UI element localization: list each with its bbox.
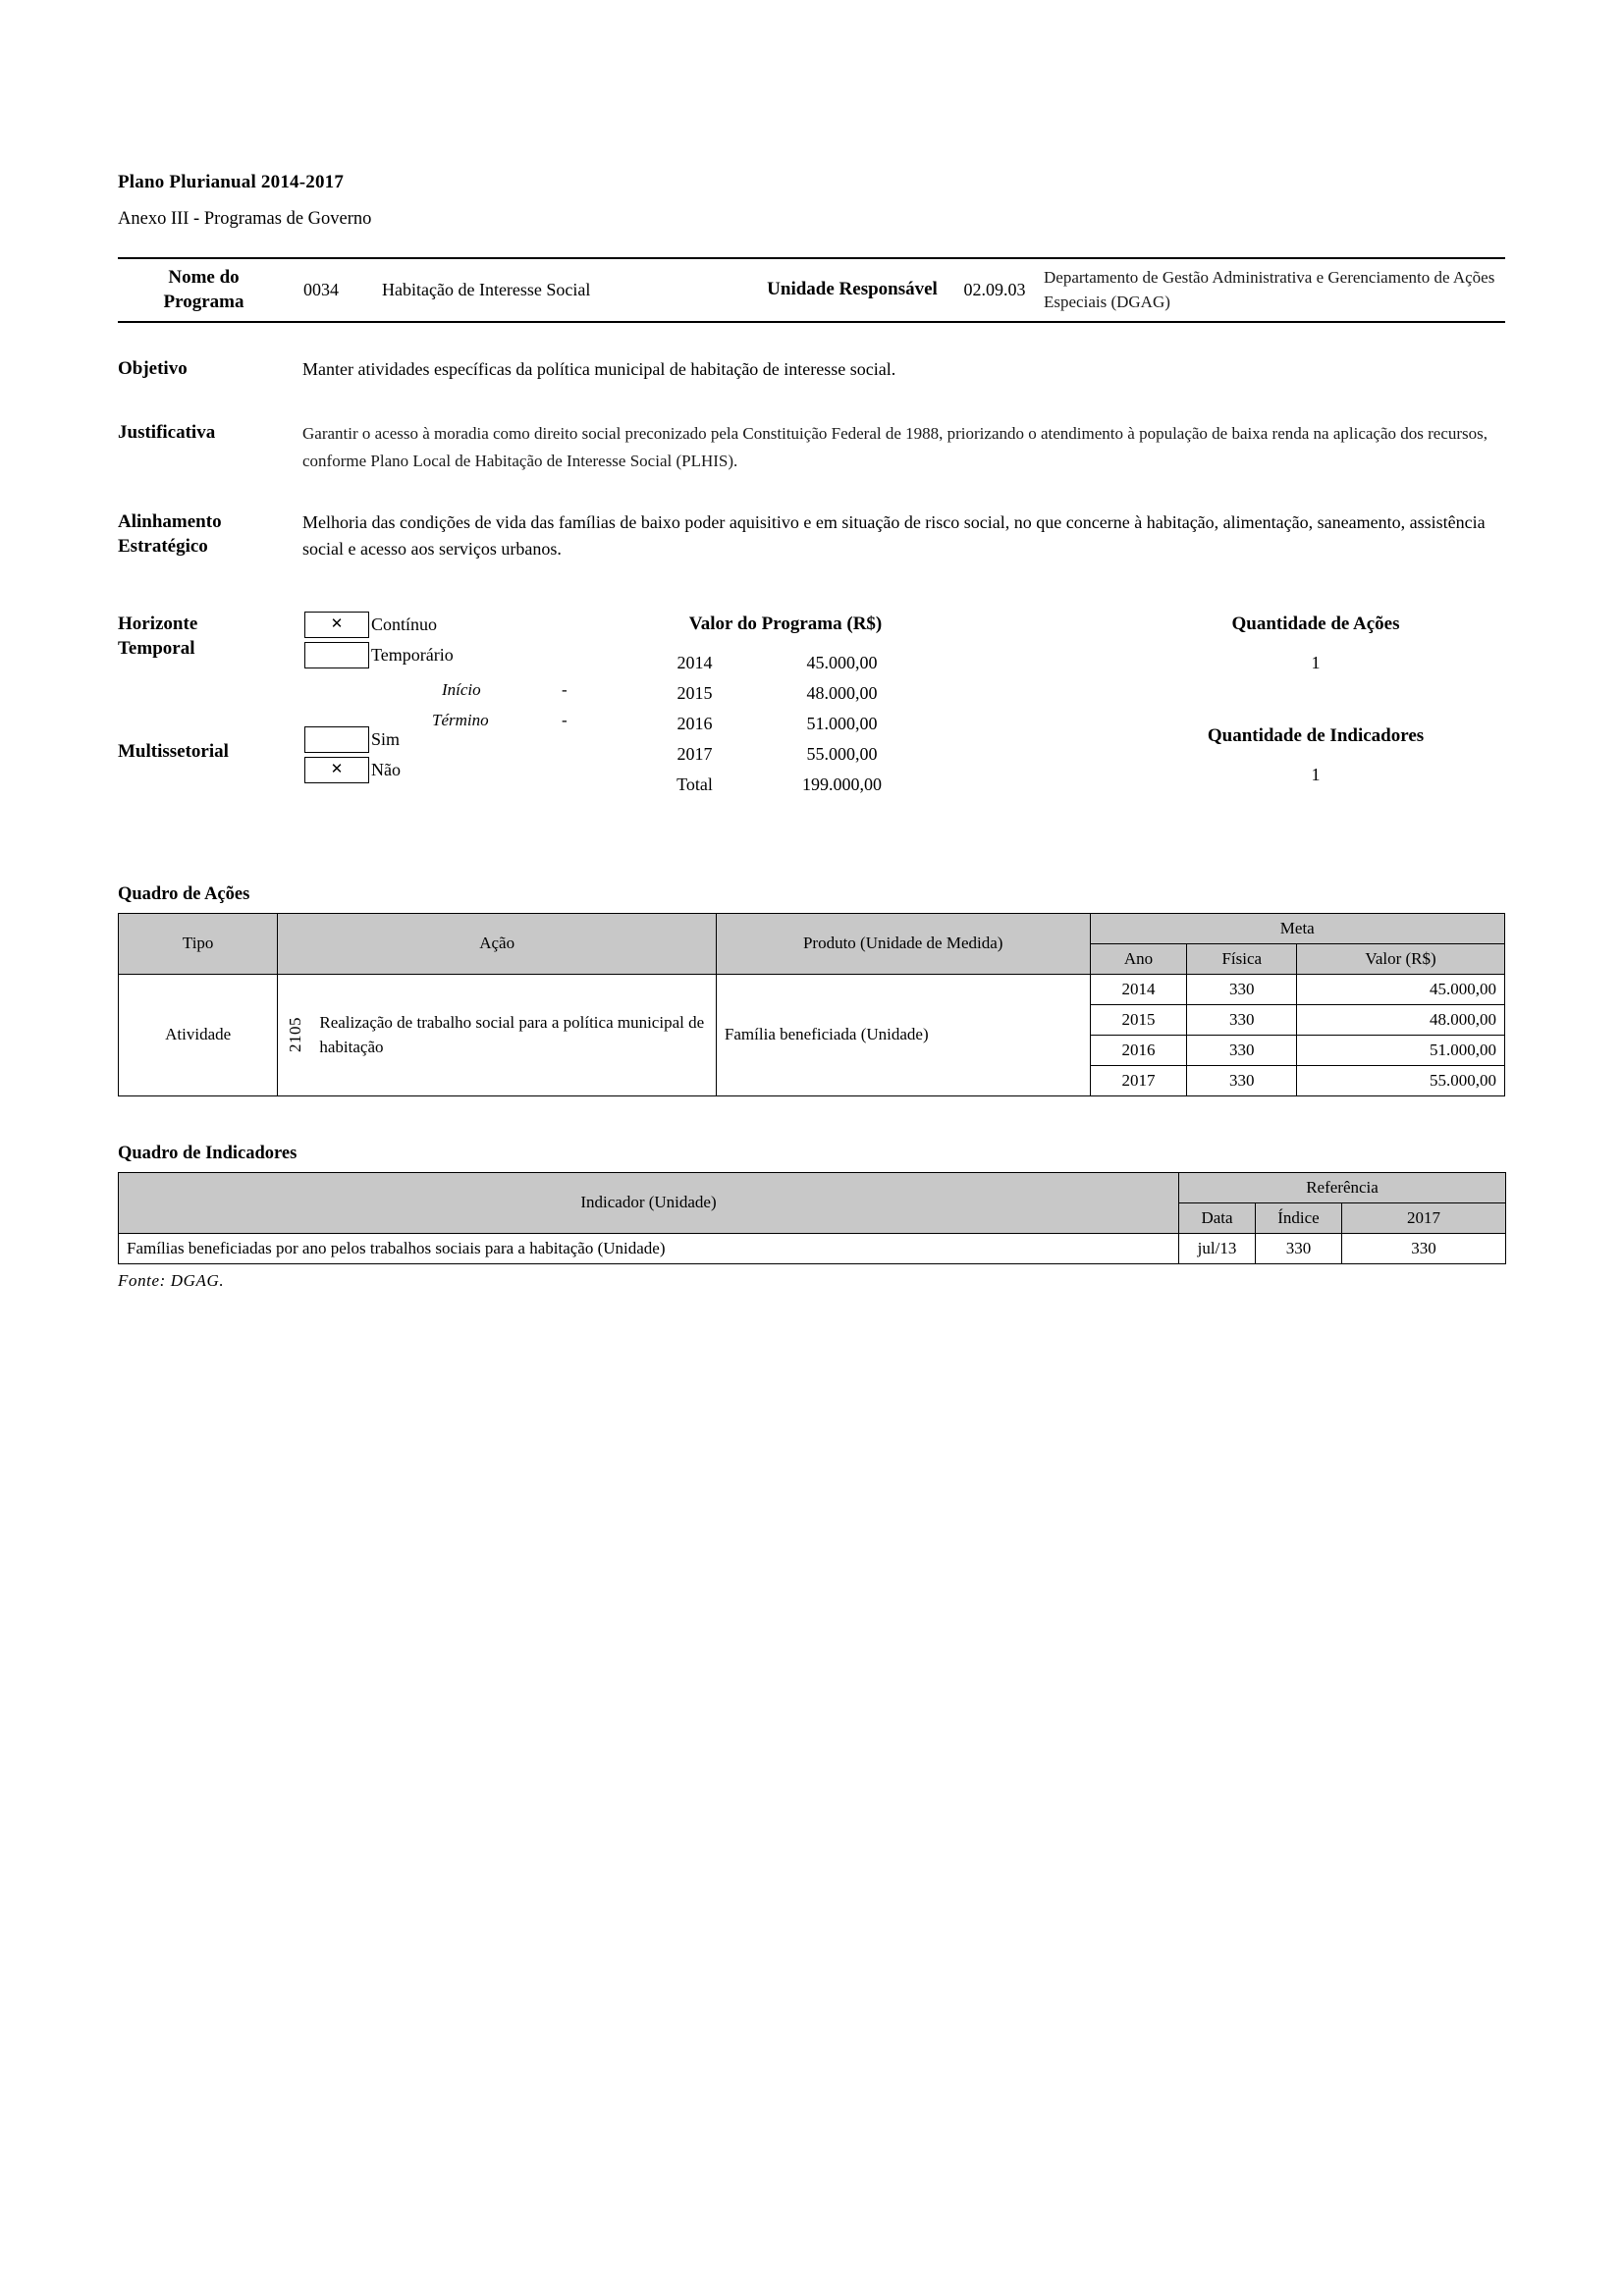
program-header <box>118 257 1505 323</box>
table-header-row <box>119 913 1505 943</box>
cell-meta-valor: 48.000,00 <box>1297 1004 1505 1035</box>
alinhamento-label <box>118 509 302 562</box>
justificativa-text: Garantir o acesso à moradia como direito social preconizado pela Constituição Federal de 1988, priorizando o atendimento à população de baixa renda na aplicação dos recursos, conforme Plano Local de Habitação de Interesse Social (PLHIS). <box>302 424 1488 470</box>
valor-year: 2015 <box>676 682 713 703</box>
header-fisica: Física <box>1187 943 1297 974</box>
acao-code: 2105 <box>286 1017 305 1053</box>
header-indice: Índice <box>1256 1202 1342 1233</box>
label-sim: Sim <box>371 728 401 749</box>
valor-total-amount: 199.000,00 <box>802 774 882 794</box>
header-acao: Ação <box>278 913 717 974</box>
quadro-indicadores-table <box>118 1172 1506 1264</box>
table-row <box>119 1233 1506 1263</box>
cell-tipo: Atividade <box>119 974 278 1095</box>
header-referencia: Referência <box>1179 1172 1506 1202</box>
cell-acao <box>278 974 717 1095</box>
justificativa-label: Justificativa <box>118 422 216 444</box>
unit-name: Departamento de Gestão Administrativa e Gerenciamento de Ações Especiais (DGAG) <box>1044 268 1495 311</box>
header-ano: Ano <box>1090 943 1187 974</box>
program-code: 0034 <box>303 280 339 300</box>
program-summary-block <box>118 612 1505 837</box>
valor-amount: 51.000,00 <box>806 713 878 733</box>
quantidade-indicadores-title: Quantidade de Indicadores <box>1207 724 1425 746</box>
program-name-label-line1: Nome do <box>168 267 240 288</box>
unit-code: 02.09.03 <box>963 280 1026 300</box>
cell-meta-ano: 2014 <box>1090 974 1187 1004</box>
horizonte-label-line1: Horizonte <box>118 613 198 634</box>
cell-ano-valor: 330 <box>1342 1233 1506 1263</box>
valor-year: 2017 <box>676 743 713 764</box>
cell-meta-ano: 2015 <box>1090 1004 1187 1035</box>
table-row <box>119 974 1505 1004</box>
valores-title: Valor do Programa (R$) <box>688 613 883 634</box>
header-produto: Produto (Unidade de Medida) <box>716 913 1090 974</box>
objetivo-label: Objetivo <box>118 358 188 380</box>
cell-meta-fisica: 330 <box>1187 974 1297 1004</box>
header-tipo: Tipo <box>119 913 278 974</box>
horizonte-label <box>118 612 304 662</box>
header-meta: Meta <box>1090 913 1505 943</box>
program-name-label-line2: Programa <box>163 291 244 312</box>
value-termino: - <box>562 710 568 729</box>
quantidade-acoes-title: Quantidade de Ações <box>1231 613 1400 634</box>
multissetorial-label: Multissetorial <box>118 740 229 762</box>
valor-amount: 48.000,00 <box>806 682 878 703</box>
cell-meta-valor: 45.000,00 <box>1297 974 1505 1004</box>
alinhamento-label-line1: Alinhamento <box>118 510 222 532</box>
field-alinhamento <box>118 509 1505 562</box>
program-name: Habitação de Interesse Social <box>382 280 591 300</box>
valor-total-label: Total <box>676 774 713 794</box>
quadro-acoes-table <box>118 913 1505 1096</box>
field-justificativa <box>118 420 1505 473</box>
cell-meta-valor: 51.000,00 <box>1297 1035 1505 1065</box>
label-inicio: Início <box>442 679 481 699</box>
table-header-row <box>119 1172 1506 1202</box>
cell-produto: Família beneficiada (Unidade) <box>716 974 1090 1095</box>
cell-data: jul/13 <box>1179 1233 1256 1263</box>
value-inicio: - <box>562 679 568 699</box>
checkbox-temporario[interactable] <box>304 642 369 668</box>
valor-year: 2014 <box>676 652 713 672</box>
cell-meta-ano: 2017 <box>1090 1065 1187 1095</box>
document-title: Plano Plurianual 2014-2017 <box>118 172 345 192</box>
header-data: Data <box>1179 1202 1256 1233</box>
quantidade-indicadores-value: 1 <box>1311 764 1321 784</box>
horizonte-label-line2: Temporal <box>118 638 195 660</box>
cell-indicador: Famílias beneficiadas por ano pelos trabalhos sociais para a habitação (Unidade) <box>119 1233 1179 1263</box>
unit-label <box>759 266 946 314</box>
quadro-indicadores-caption: Quadro de Indicadores <box>118 1143 298 1163</box>
cell-meta-fisica: 330 <box>1187 1004 1297 1035</box>
alinhamento-text: Melhoria das condições de vida das famílias de baixo poder aquisitivo e em situação de risco social, no que concerne à habitação, alimentação, saneamento, assistência social e acesso aos serviços urbanos. <box>302 511 1486 559</box>
quadro-acoes-caption: Quadro de Ações <box>118 883 250 904</box>
objetivo-text: Manter atividades específicas da política municipal de habitação de interesse social. <box>302 359 896 380</box>
quantidade-acoes-value: 1 <box>1311 652 1321 672</box>
alinhamento-label-line2: Estratégico <box>118 536 208 558</box>
cell-indice: 330 <box>1256 1233 1342 1263</box>
checkbox-sim[interactable] <box>304 726 369 753</box>
document-subtitle: Anexo III - Programas de Governo <box>118 209 372 229</box>
header-indicador: Indicador (Unidade) <box>119 1172 1179 1233</box>
label-temporario: Temporário <box>371 644 454 665</box>
program-name-label <box>118 266 290 314</box>
label-nao: Não <box>371 759 401 779</box>
checkbox-continuo[interactable]: ✕ <box>304 612 369 638</box>
header-ano-referencia: 2017 <box>1342 1202 1506 1233</box>
checkbox-nao[interactable]: ✕ <box>304 757 369 783</box>
fonte-note: Fonte: DGAG. <box>118 1270 225 1290</box>
valor-year: 2016 <box>676 713 713 733</box>
cell-meta-valor: 55.000,00 <box>1297 1065 1505 1095</box>
cell-meta-fisica: 330 <box>1187 1065 1297 1095</box>
label-termino: Término <box>432 710 489 729</box>
acao-text: Realização de trabalho social para a política municipal de habitação <box>319 1012 705 1057</box>
unit-label-line2: Responsável <box>839 279 938 300</box>
valor-amount: 45.000,00 <box>806 652 878 672</box>
valor-amount: 55.000,00 <box>806 743 878 764</box>
field-objetivo <box>118 356 1505 383</box>
header-valor: Valor (R$) <box>1297 943 1505 974</box>
label-continuo: Contínuo <box>371 614 438 634</box>
unit-label-line1: Unidade <box>767 279 835 300</box>
cell-meta-ano: 2016 <box>1090 1035 1187 1065</box>
cell-meta-fisica: 330 <box>1187 1035 1297 1065</box>
